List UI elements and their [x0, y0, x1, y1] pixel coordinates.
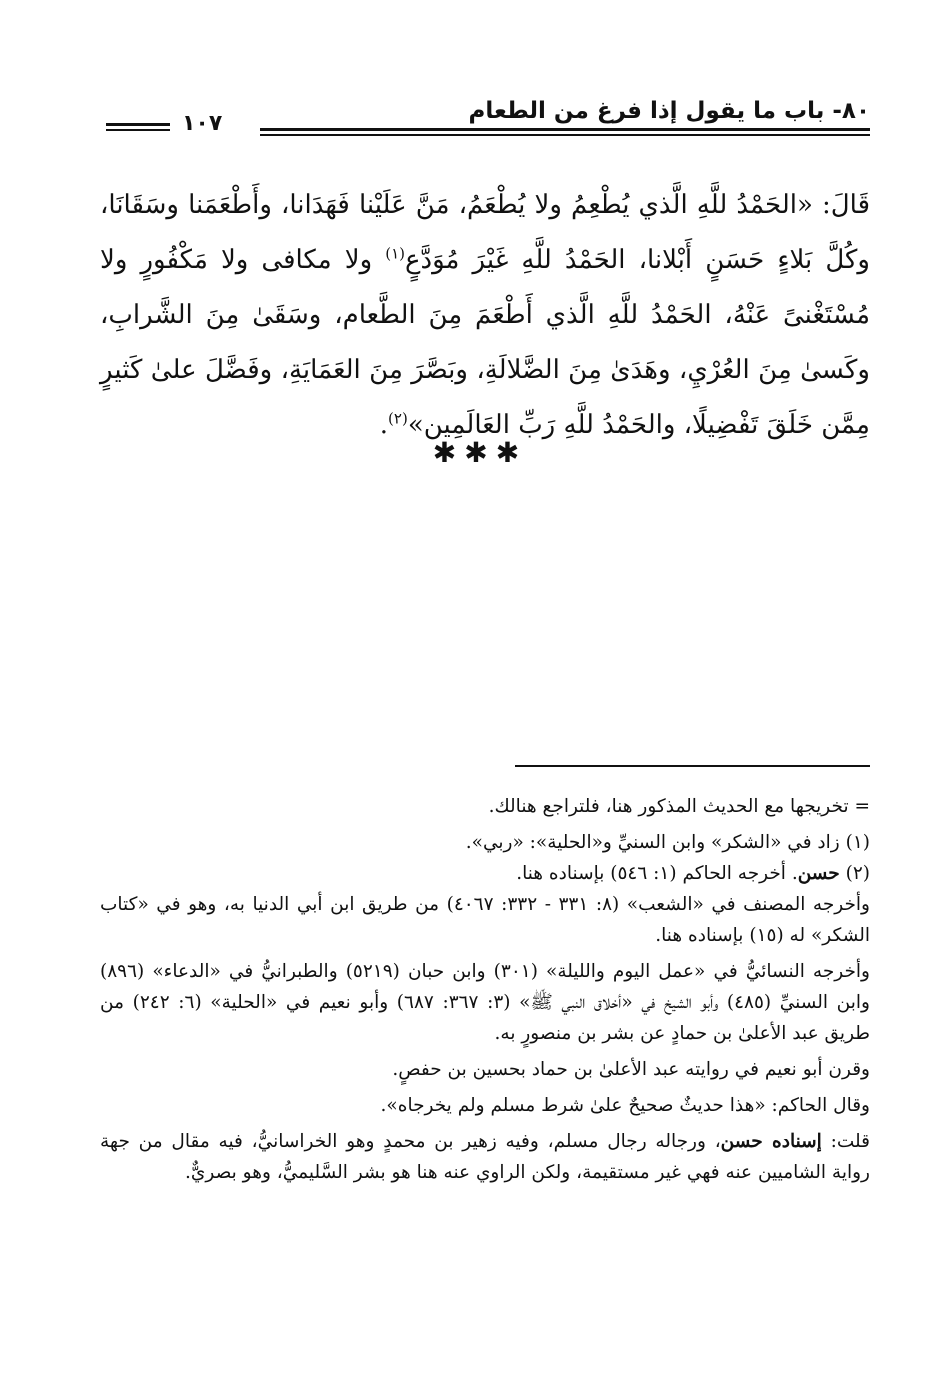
footnote-paragraph: وقال الحاكم: «هذا حديثٌ صحيحٌ علىٰ شرط مسلم ولم يخرجاه». — [380, 1095, 870, 1116]
hadith-text-part: ولا مكافى ولا مَكْفُورٍ ولا مُسْتَغْنىً عَنْهُ، الحَمْدُ للَّهِ الَّذي أَطْعَمَ مِنَ الطَّعام، وسَقَىٰ مِنَ الشَّرابِ، وكَسىٰ مِنَ العُرْيِ، وهَدَىٰ مِنَ الضَّلالَةِ، وبَصَّرَ مِنَ العَمَايَةِ، وفَضَّلَ علىٰ كَثيرٍ مِمَّن خَلَقَ تَفْضِيلًا، والحَمْدُ للَّهِ رَبِّ العَالَمِين» — [100, 245, 870, 440]
footnote-1: (١) زاد في «الشكر» وابن السنيِّ و«الحلية»: «ربي». — [465, 832, 870, 853]
chapter-title: ٨٠- باب ما يقول إذا فرغ من الطعام — [468, 98, 870, 124]
hadith-text — [100, 178, 870, 453]
header-rule — [260, 134, 870, 136]
hadith-text-part: . — [379, 410, 389, 440]
page-header — [100, 84, 870, 144]
footnote-paragraph: وأخرجه المصنف في «الشعب» (٨: ٣٣١ - ٣٣٢: ٤٠٦٧) من طريق ابن أبي الدنيا به، وهو في «كتاب الشكر» له (١٥) بإسناده هنا. — [100, 894, 870, 946]
page-number: ١٠٧ — [182, 111, 223, 136]
footnote-paragraph — [100, 1126, 870, 1188]
footnote-marker: (١) — [385, 244, 406, 263]
footnote-paragraph: وأخرجه النسائيُّ في «عمل اليوم والليلة» (٣٠١) وابن حبان (٥٢١٩) والطبرانيُّ في «الدعاء» (٨٩٦) وابن السنيِّ (٤٨٥) وأبو الشيخ في «أخلاق النبي ﷺ» (٣: ٣٦٧: ٦٨٧) وأبو نعيم في «الحلية» (٦: ٢٤٢) من طريق عبد الأعلىٰ بن حمادٍ عن بشر بن منصورٍ به. — [100, 961, 870, 1044]
footnote-divider — [515, 765, 870, 767]
section-separator: ✱✱✱ — [432, 436, 528, 469]
header-rule — [106, 129, 170, 131]
grading-label: إسناده حسن — [720, 1131, 822, 1152]
grading-label: حسن — [797, 863, 840, 884]
footnote-number: (٢) — [839, 863, 870, 884]
footnote-marker: (٢) — [388, 409, 408, 428]
footnote-continuation: = تخريجها مع الحديث المذكور هنا، فلتراجع هنالك. — [488, 796, 870, 817]
footnote-2 — [100, 858, 870, 889]
header-rule — [106, 123, 170, 126]
hadith-text-part: قَالَ: «الحَمْدُ للَّهِ الَّذي يُطْعِمُ ولا يُطْعَمُ، مَنَّ عَلَيْنا فَهَدَانا، وأَطْعَمَنا وسَقَانَا، وكُلَّ بَلاءٍ حَسَنٍ أَبْلانا، الحَمْدُ للَّهِ غَيْرَ مُوَدَّعٍ — [100, 190, 870, 275]
footnote-paragraph: وقرن أبو نعيم في روايته عبد الأعلىٰ بن حماد بحسين بن حفصٍ. — [392, 1059, 870, 1080]
footnote-text: قلت: — [821, 1131, 870, 1152]
footnote-text: . أخرجه الحاكم (١: ٥٤٦) بإسناده هنا. — [516, 863, 798, 884]
header-rule — [260, 128, 870, 131]
footnotes — [100, 791, 870, 1188]
footnote-text: ، ورجاله رجال مسلم، وفيه زهير بن محمدٍ وهو الخراسانيُّ، فيه مقال من جهة رواية الشاميين عنه فهي غير مستقيمة، ولكن الراوي عنه هنا هو بشر السَّليميُّ، وهو بصريٌّ. — [100, 1131, 870, 1183]
